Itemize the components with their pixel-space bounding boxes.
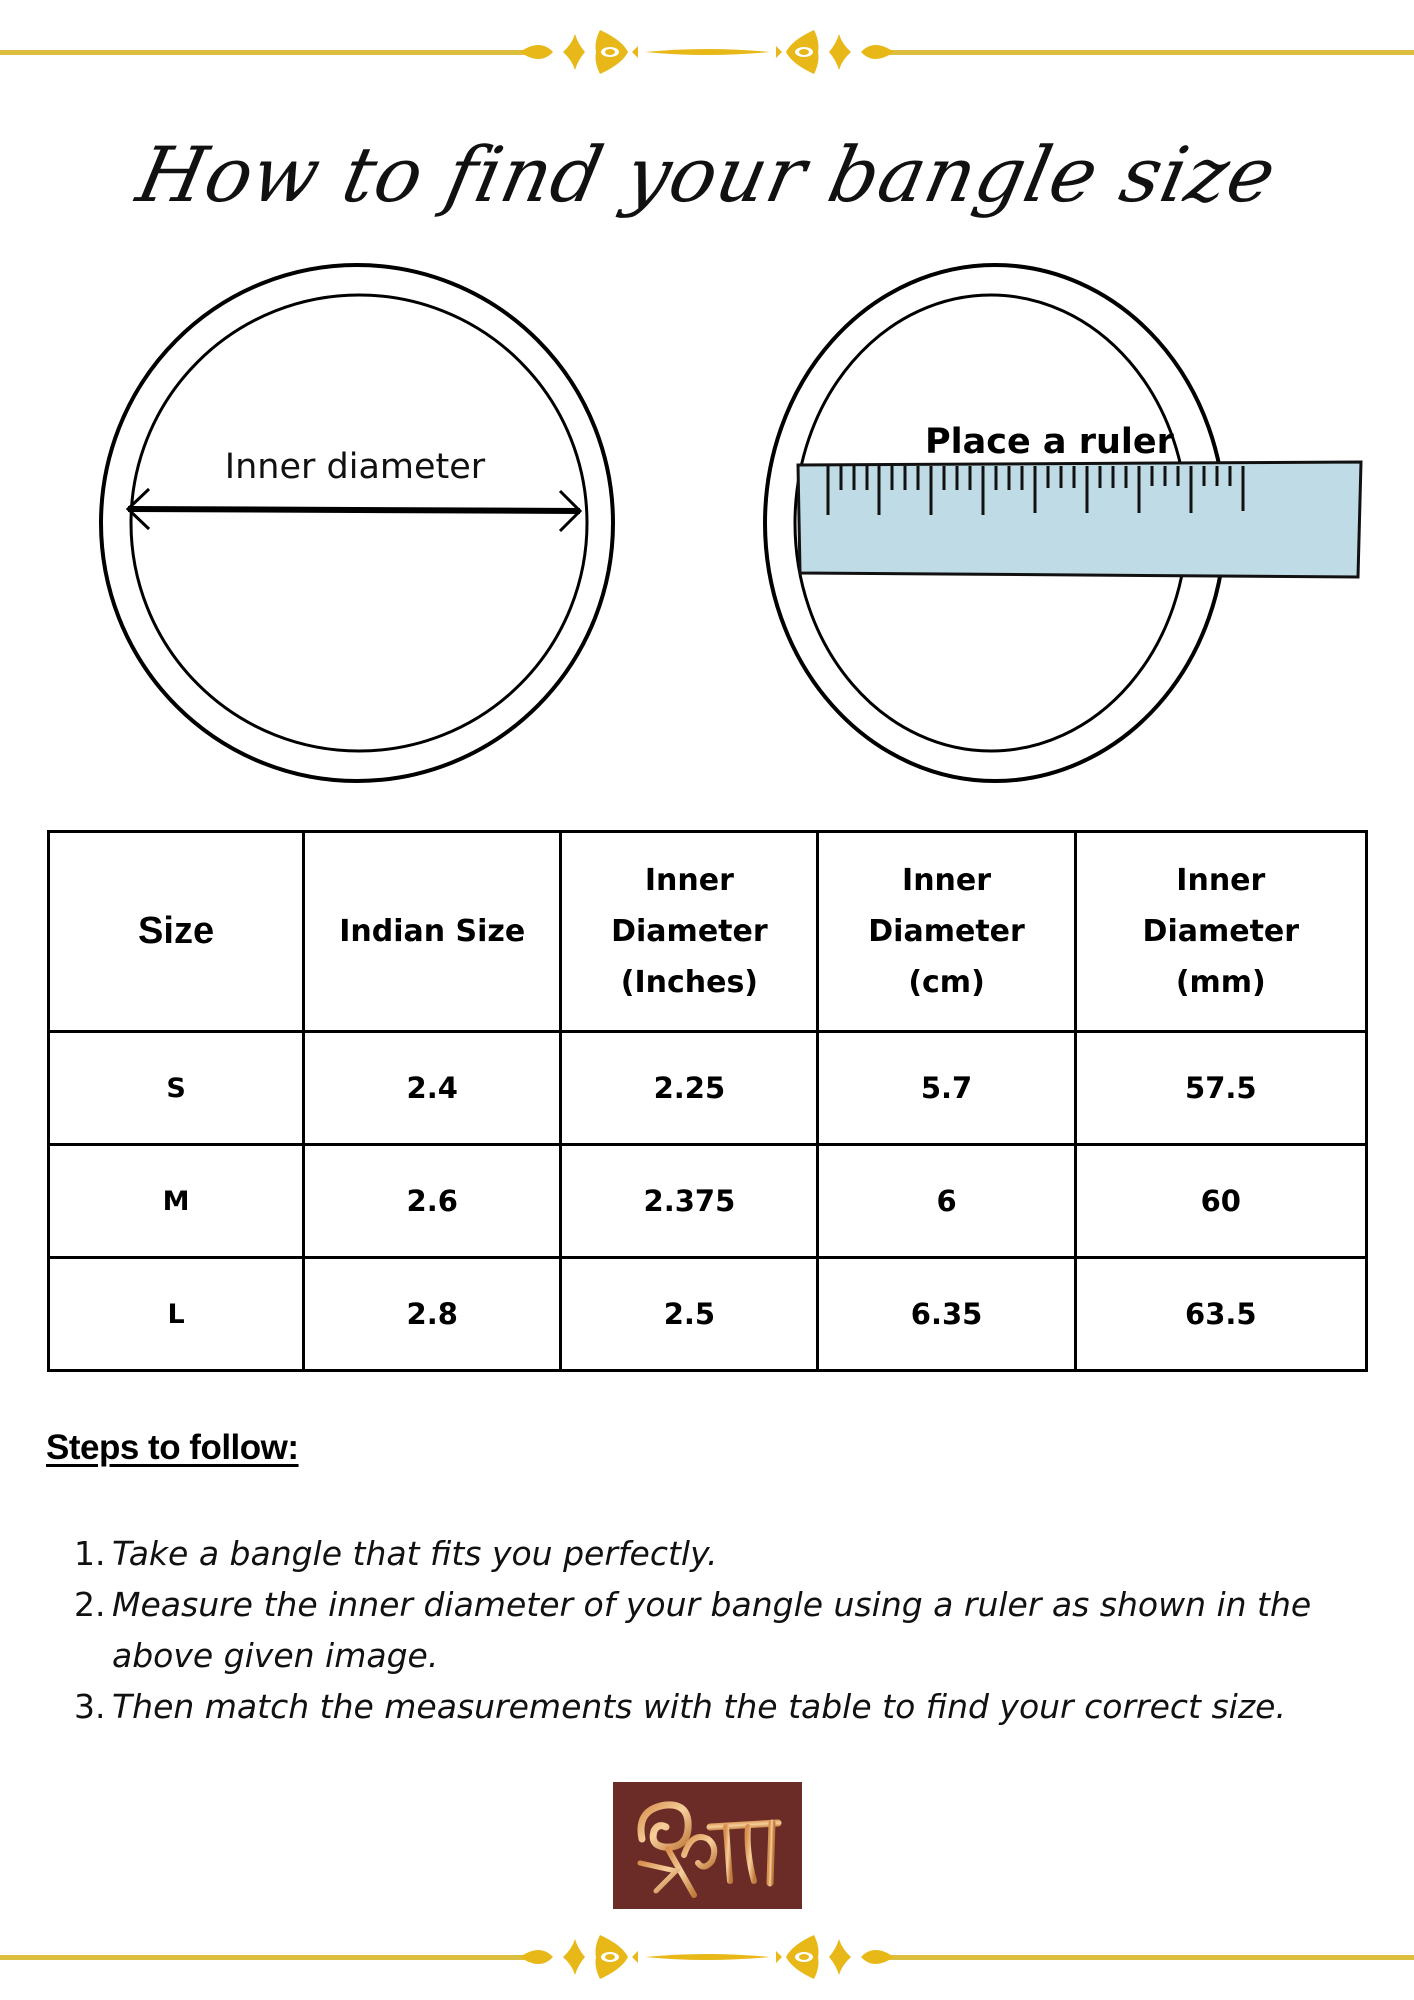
- step-number: 2.: [74, 1585, 106, 1624]
- header-line: Diameter: [1142, 914, 1300, 949]
- bangle-size-table: [47, 830, 1368, 1372]
- header-inner-diameter-cm: [818, 832, 1075, 1032]
- inner-diameter-diagram: [85, 255, 625, 790]
- header-line: (Inches): [620, 965, 759, 1000]
- table-header-row: [49, 832, 1367, 1032]
- cell-indian-size: 2.4: [304, 1032, 561, 1145]
- brand-logo: [613, 1782, 802, 1909]
- step-item: [74, 1681, 1364, 1732]
- cell-size: M: [49, 1145, 304, 1258]
- cell-indian-size: 2.6: [304, 1145, 561, 1258]
- inner-diameter-label: Inner diameter: [224, 447, 486, 487]
- header-line: Inner: [902, 863, 992, 898]
- table-row: [49, 1032, 1367, 1145]
- header-line: Diameter: [611, 914, 768, 949]
- table-row: [49, 1145, 1367, 1258]
- double-arrow-icon: [85, 255, 625, 790]
- step-text: Take a bangle that fits you perfectly.: [112, 1534, 718, 1573]
- cell-mm: 57.5: [1075, 1032, 1366, 1145]
- page-title: How to find your bangle size: [129, 130, 1285, 219]
- cell-inches: 2.375: [561, 1145, 818, 1258]
- header-size: Size: [49, 832, 304, 1032]
- cell-cm: 6: [818, 1145, 1075, 1258]
- cell-inches: 2.25: [561, 1032, 818, 1145]
- header-inner-diameter-mm: [1075, 832, 1366, 1032]
- header-line: Inner: [1176, 863, 1266, 898]
- ornamental-divider-bottom: [0, 1927, 1414, 1987]
- header-line: (mm): [1175, 965, 1266, 1000]
- header-line: (cm): [908, 965, 985, 1000]
- cell-mm: 63.5: [1075, 1258, 1366, 1371]
- step-text: Measure the inner diameter of your bangle using a ruler as shown in the above given image.: [112, 1585, 1312, 1675]
- step-number: 1.: [74, 1534, 106, 1573]
- place-ruler-label: Place a ruler: [925, 422, 1174, 462]
- step-text: Then match the measurements with the table to find your correct size.: [112, 1687, 1286, 1726]
- steps-heading: Steps to follow:: [46, 1428, 299, 1467]
- step-item: [74, 1579, 1364, 1681]
- cell-size: L: [49, 1258, 304, 1371]
- ornamental-divider-top: [0, 22, 1414, 82]
- ruler-icon: [755, 255, 1375, 790]
- ruler-diagram: [755, 255, 1375, 790]
- steps-list: [74, 1528, 1364, 1732]
- header-indian-size: Indian Size: [304, 832, 561, 1032]
- step-number: 3.: [74, 1687, 106, 1726]
- cell-mm: 60: [1075, 1145, 1366, 1258]
- cell-inches: 2.5: [561, 1258, 818, 1371]
- logo-wordmark-icon: [628, 1791, 788, 1901]
- cell-indian-size: 2.8: [304, 1258, 561, 1371]
- header-line: Diameter: [868, 914, 1025, 949]
- cell-cm: 6.35: [818, 1258, 1075, 1371]
- table-row: [49, 1258, 1367, 1371]
- header-inner-diameter-inches: [561, 832, 818, 1032]
- cell-cm: 5.7: [818, 1032, 1075, 1145]
- header-line: Inner: [644, 863, 734, 898]
- cell-size: S: [49, 1032, 304, 1145]
- step-item: [74, 1528, 1364, 1579]
